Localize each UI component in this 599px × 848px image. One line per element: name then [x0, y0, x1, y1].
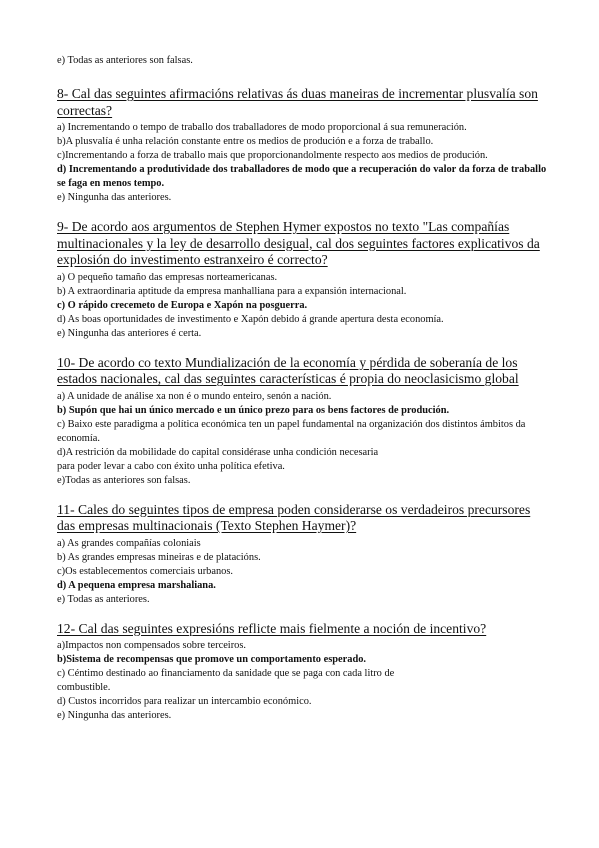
question-title: 11- Cales do seguintes tipos de empresa poden considerarse os verdadeiros precursores das empresas multinacionais (Texto Stephen Haymer)? — [57, 501, 531, 533]
answer-option: a)Impactos non compensados sobre terceiros. — [57, 640, 246, 651]
question-10 — [57, 355, 547, 488]
answer-option: c) Céntimo destinado ao financiamento da sanidade que se paga con cada litro de combustible. — [57, 668, 395, 693]
answer-option: c)Os establecementos comerciais urbanos. — [57, 565, 233, 577]
answer-option: d) Custos incorridos para realizar un intercambio económico. — [57, 696, 312, 707]
answer-option: e) Todas as anteriores son falsas. — [57, 55, 193, 66]
exam-page — [57, 54, 547, 723]
answer-option: a) Incrementando o tempo de traballo dos traballadores de modo proporcional á sua remuneración. — [57, 122, 467, 133]
question-11 — [57, 502, 547, 607]
answer-option: a) A unidade de análise xa non é o mundo enteiro, senón a nación. — [57, 390, 332, 402]
question-12 — [57, 621, 547, 724]
answer-option: a) As grandes compañías coloniais — [57, 537, 201, 549]
answer-option: e) Ningunha das anteriores é certa. — [57, 327, 202, 339]
correct-answer-option: d) A pequena empresa marshaliana. — [57, 579, 216, 591]
answer-option: e) Ningunha das anteriores. — [57, 710, 172, 721]
correct-answer-option: c) O rápido crecemeto de Europa e Xapón na posguerra. — [57, 299, 308, 311]
question-8 — [57, 86, 547, 205]
answer-option: e) Todas as anteriores. — [57, 593, 150, 605]
answer-option: c) Baixo este paradigma a política económica ten un papel fundamental na organización dos distintos ámbitos da economía. — [57, 418, 526, 444]
answer-option: e) Ningunha das anteriores. — [57, 192, 172, 203]
correct-answer-option: d) Incrementando a produtividade dos traballadores de modo que a recuperación do valor da forza de traballo se faga en menos tempo. — [57, 164, 547, 189]
answer-option: e)Todas as anteriores son falsas. — [57, 474, 191, 486]
question-title: 9- De acordo aos argumentos de Stephen Hymer expostos no texto "Las compañías multinacionales y la ley de desarrollo desigual, cal dos seguintes factores explicativos da explosión do investimento estranxeiro é correcto? — [57, 219, 540, 267]
question-title: 8- Cal das seguintes afirmacións relativas ás duas maneiras de incrementar plusvalía son correctas? — [57, 86, 538, 118]
question-title: 12- Cal das seguintes expresións reflicte mais fielmente a noción de incentivo? — [57, 620, 487, 636]
answer-option: b) As grandes empresas mineiras e de platacións. — [57, 551, 261, 563]
correct-answer-option: b)Sistema de recompensas que promove un comportamento esperado. — [57, 654, 367, 665]
question-title: 10- De acordo co texto Mundialización de la economía y pérdida de soberanía de los estados nacionales, cal das seguintes características é propia do neoclasicismo global — [57, 354, 519, 386]
answer-option: c)Incrementando a forza de traballo mais que proporcionandolmente respecto aos medios de produción. — [57, 150, 488, 161]
answer-option: d) As boas oportunidades de investimento e Xapón debido á grande apertura desta economía. — [57, 313, 444, 325]
answer-option: a) O pequeño tamaño das empresas norteamericanas. — [57, 271, 278, 283]
question-9 — [57, 219, 547, 341]
answer-option: b)A plusvalía é unha relación constante entre os medios de produción e a forza de traballo. — [57, 136, 434, 147]
answer-option: b) A extraordinaria aptitude da empresa manhalliana para a expansión internacional. — [57, 285, 407, 297]
answer-option: d)A restrición da mobilidade do capital considérase unha condición necesaria para poder levar a cabo con éxito unha política efetiva. — [57, 446, 379, 472]
correct-answer-option: b) Supón que hai un único mercado e un único prezo para os bens factores de produción. — [57, 404, 450, 416]
